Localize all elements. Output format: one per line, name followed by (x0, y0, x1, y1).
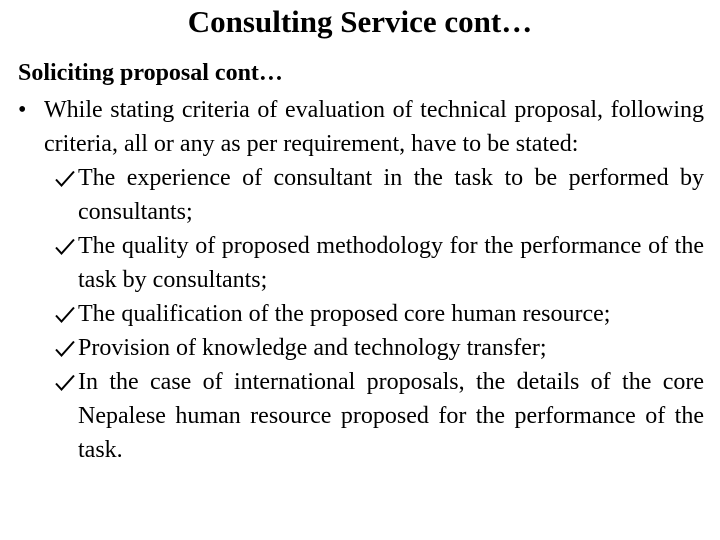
checkmark-icon (54, 161, 78, 195)
criteria-item (18, 161, 704, 229)
section-heading: Soliciting proposal cont… (18, 60, 283, 86)
page-title: Consulting Service cont… (187, 4, 533, 39)
criteria-text: The experience of consultant in the task to be performed by consultants; (78, 165, 704, 225)
checkmark-icon (54, 365, 78, 399)
criteria-text: In the case of international proposals, the details of the core Nepalese human resource proposed for the performance of the task. (78, 369, 704, 463)
checkmark-icon (54, 229, 78, 263)
criteria-list (18, 161, 704, 467)
criteria-item (18, 331, 704, 365)
bullet-item (18, 93, 704, 161)
criteria-text: The qualification of the proposed core human resource; (78, 301, 611, 327)
criteria-item (18, 365, 704, 467)
bullet-icon: • (18, 97, 27, 123)
checkmark-icon (54, 331, 78, 365)
criteria-item (18, 229, 704, 297)
criteria-text: Provision of knowledge and technology transfer; (78, 335, 547, 361)
criteria-item (18, 297, 704, 331)
criteria-text: The quality of proposed methodology for the performance of the task by consultants; (78, 233, 704, 293)
slide-content (18, 56, 704, 467)
bullet-text: While stating criteria of evaluation of technical proposal, following criteria, all or any as per requirement, have to be stated: (44, 97, 704, 157)
checkmark-icon (54, 297, 78, 331)
